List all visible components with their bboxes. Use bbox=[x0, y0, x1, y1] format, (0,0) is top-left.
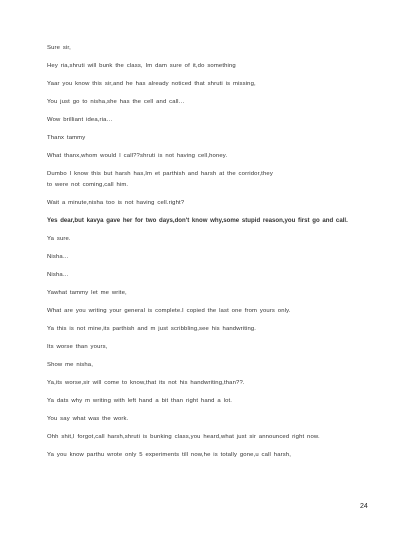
text-line: Ohh shit,I forgot,call harsh,shruti is bunking class,you heard,what just sir announced right now. bbox=[47, 434, 320, 440]
text-line: You just go to nisha,she has the cell and call… bbox=[47, 99, 185, 105]
text-line: Nisha… bbox=[47, 272, 69, 278]
text-line: What are you writing your general is complete.I copied the last one from yours only. bbox=[47, 308, 291, 314]
text-line: Ya you know parthu wrote only 5 experiments till now,he is totally gone,u call harsh, bbox=[47, 452, 292, 458]
text-line: Nisha… bbox=[47, 254, 69, 260]
text-line: Ya,its worse,sir will come to know,that its not his handwriting,than??. bbox=[47, 380, 245, 386]
text-line: Dumbo I know this but harsh has,Im et parthish and harsh at the corridor,they bbox=[47, 171, 273, 177]
text-line: Ya this is not mine,its parthish and m just scribbling,see his handwriting. bbox=[47, 326, 257, 332]
text-line: Ya dats why m writing with left hand a bit than right hand a lot. bbox=[47, 398, 233, 404]
text-line: Yes dear,but kavya gave her for two days,don't know why,some stupid reason,you first go and call. bbox=[47, 217, 348, 224]
text-line: Thanx tammy bbox=[47, 135, 86, 141]
text-line: Sure sir, bbox=[47, 45, 71, 51]
text-line: Wait a minute,nisha too is not having cell.right? bbox=[47, 200, 185, 206]
text-line: Yawhat tammy let me write, bbox=[47, 290, 127, 296]
text-line: Its worse than yours, bbox=[47, 344, 108, 350]
page-number: 24 bbox=[360, 503, 368, 510]
text-line: Ya sure. bbox=[47, 236, 71, 242]
text-line: Hey ria,shruti will bunk the class, Im dam sure of it,do something bbox=[47, 63, 236, 69]
text-line: Yaar you know this sir,and he has already noticed that shruti is missing, bbox=[47, 81, 256, 87]
body-text bbox=[47, 44, 387, 459]
text-line: What thanx,whom would I call??shruti is not having cell,honey. bbox=[47, 153, 228, 159]
text-line: Show me nisha, bbox=[47, 362, 94, 368]
text-line: Wow brilliant idea,ria… bbox=[47, 117, 113, 123]
text-line: You say what was the work. bbox=[47, 416, 129, 422]
text-line: to were not coming,call him. bbox=[47, 182, 129, 188]
